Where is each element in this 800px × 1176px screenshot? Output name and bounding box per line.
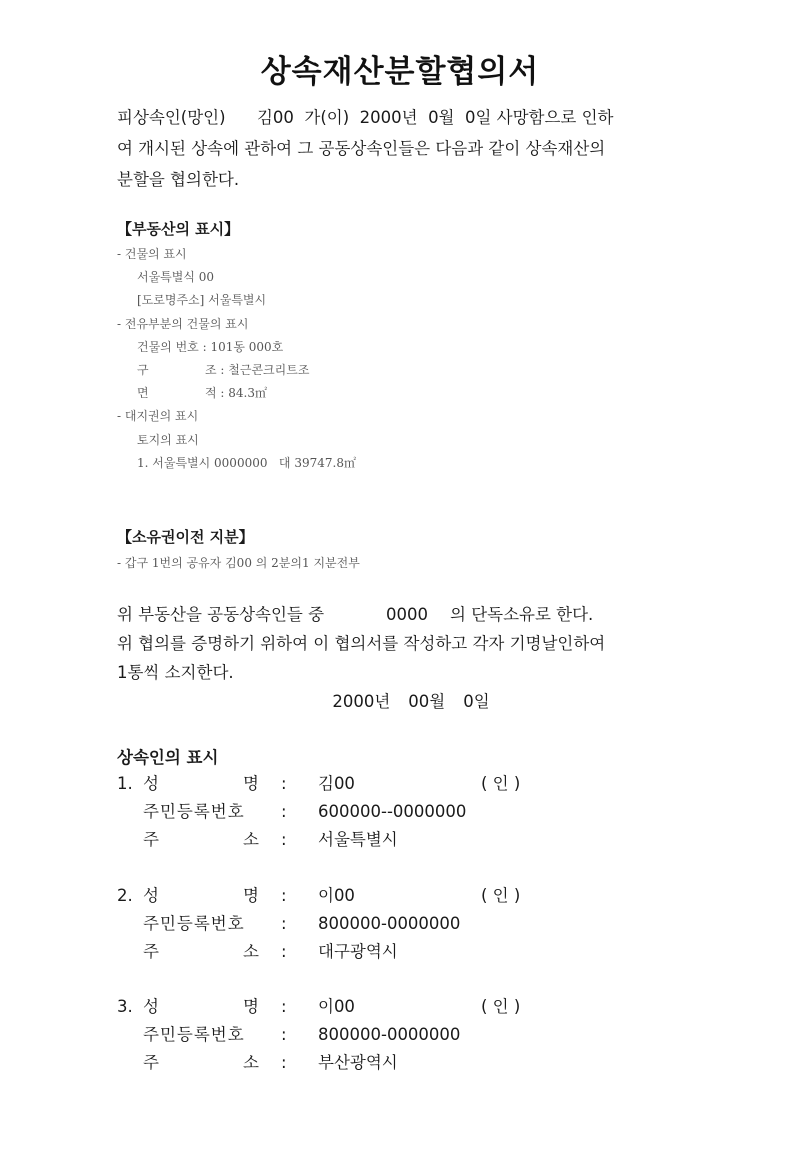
colon: :	[281, 830, 287, 849]
intro-line: 분할을 협의한다.	[117, 170, 240, 189]
heir-address: 부산광역시	[318, 1053, 398, 1072]
heir-name-row	[117, 770, 637, 798]
heir-address-row	[117, 1049, 637, 1077]
heir-address-row	[117, 938, 637, 966]
name-label-b: 명	[243, 886, 259, 905]
intro-line: 피상속인(망인) 김00 가(이) 2000년 0월 0일 사망함으로 인하	[117, 108, 614, 127]
area-row	[117, 382, 356, 405]
closing-line-1	[117, 600, 737, 629]
heir-entry	[117, 882, 637, 966]
area-label-b: 적 :	[205, 386, 225, 401]
heir-entry	[117, 993, 637, 1077]
seal-mark: ( 인 )	[481, 997, 521, 1016]
closing-line-1a: 위 부동산을 공동상속인들 중	[117, 605, 325, 624]
unit-number-value: 101동 000호	[210, 339, 284, 354]
agreement-date	[0, 688, 800, 712]
heir-number: 3.	[117, 997, 133, 1016]
structure-label-a: 구	[137, 363, 149, 378]
closing-line-1b: 의 단독소유로 한다.	[450, 605, 594, 624]
colon: :	[281, 1053, 287, 1072]
id-label: 주민등록번호	[143, 1025, 245, 1044]
building-header: - 건물의 표시	[117, 247, 187, 261]
document-title: 상속재산분할협의서	[260, 54, 540, 90]
heir-id-row	[117, 1021, 637, 1049]
exclusive-header: - 전유부분의 건물의 표시	[117, 316, 249, 331]
land-item: 1. 서울특별시 0000000 대 39747.8㎡	[137, 455, 356, 470]
colon: :	[281, 997, 287, 1016]
heir-name: 김00	[318, 774, 355, 793]
heir-name: 이00	[318, 886, 355, 905]
building-address: 서울특별식 00	[137, 270, 215, 285]
colon: :	[281, 942, 287, 961]
property-heading: 【부동산의 표시】	[117, 220, 240, 238]
colon: :	[281, 914, 287, 933]
heir-address: 대구광역시	[318, 942, 398, 961]
date-day: 0일	[463, 692, 490, 711]
seal-mark: ( 인 )	[481, 774, 521, 793]
colon: :	[281, 886, 287, 905]
id-label: 주민등록번호	[143, 914, 245, 933]
name-label-a: 성	[143, 774, 159, 793]
addr-label-a: 주	[143, 1053, 159, 1072]
heir-id: 800000-0000000	[318, 1025, 461, 1044]
heir-number: 2.	[117, 886, 133, 905]
heir-id-row	[117, 798, 637, 826]
intro-paragraph	[117, 102, 727, 195]
addr-label-b: 소	[243, 942, 259, 961]
transfer-heading: 【소유권이전 지분】	[117, 528, 254, 546]
heir-id: 600000--0000000	[318, 802, 467, 821]
date-year: 2000년	[332, 692, 391, 711]
transfer-detail: - 갑구 1번의 공유자 김00 의 2분의1 지분전부	[117, 556, 360, 570]
addr-label-b: 소	[243, 1053, 259, 1072]
name-label-a: 성	[143, 886, 159, 905]
heir-entry	[117, 770, 637, 854]
structure-label-b: 조 :	[205, 363, 225, 378]
addr-label-b: 소	[243, 830, 259, 849]
heir-address-row	[117, 826, 637, 854]
heir-id-row	[117, 910, 637, 938]
colon: :	[281, 774, 287, 793]
road-address: [도로명주소] 서울특별시	[137, 293, 267, 308]
intro-line: 여 개시된 상속에 관하여 그 공동상속인들은 다음과 같이 상속재산의	[117, 139, 606, 158]
date-month: 00월	[408, 692, 446, 711]
colon: :	[281, 1025, 287, 1044]
structure-row	[117, 359, 356, 382]
closing-line-2: 위 협의를 증명하기 위하여 이 협의서를 작성하고 각자 기명날인하여	[117, 634, 606, 653]
colon: :	[281, 802, 287, 821]
name-label-b: 명	[243, 997, 259, 1016]
land-right-header: - 대지권의 표시	[117, 409, 199, 424]
heirs-heading: 상속인의 표시	[117, 748, 219, 767]
heir-name-row	[117, 993, 637, 1021]
addr-label-a: 주	[143, 830, 159, 849]
structure-value: 철근콘크리트조	[228, 363, 310, 378]
property-list	[117, 243, 356, 475]
id-label: 주민등록번호	[143, 802, 245, 821]
unit-number-label: 건물의 번호 :	[137, 339, 207, 354]
addr-label-a: 주	[143, 942, 159, 961]
heir-id: 800000-0000000	[318, 914, 461, 933]
heir-number: 1.	[117, 774, 133, 793]
unit-number-row	[117, 336, 356, 359]
land-header: 토지의 표시	[137, 432, 199, 447]
area-label-a: 면	[137, 386, 149, 401]
sole-owner-name: 0000	[386, 605, 429, 624]
heir-address: 서울특별시	[318, 830, 398, 849]
closing-line-3: 1통씩 소지한다.	[117, 663, 234, 682]
heir-name: 이00	[318, 997, 355, 1016]
closing-paragraph	[117, 600, 737, 687]
name-label-a: 성	[143, 997, 159, 1016]
seal-mark: ( 인 )	[481, 886, 521, 905]
area-value: 84.3㎡	[228, 386, 268, 401]
name-label-b: 명	[243, 774, 259, 793]
heir-name-row	[117, 882, 637, 910]
